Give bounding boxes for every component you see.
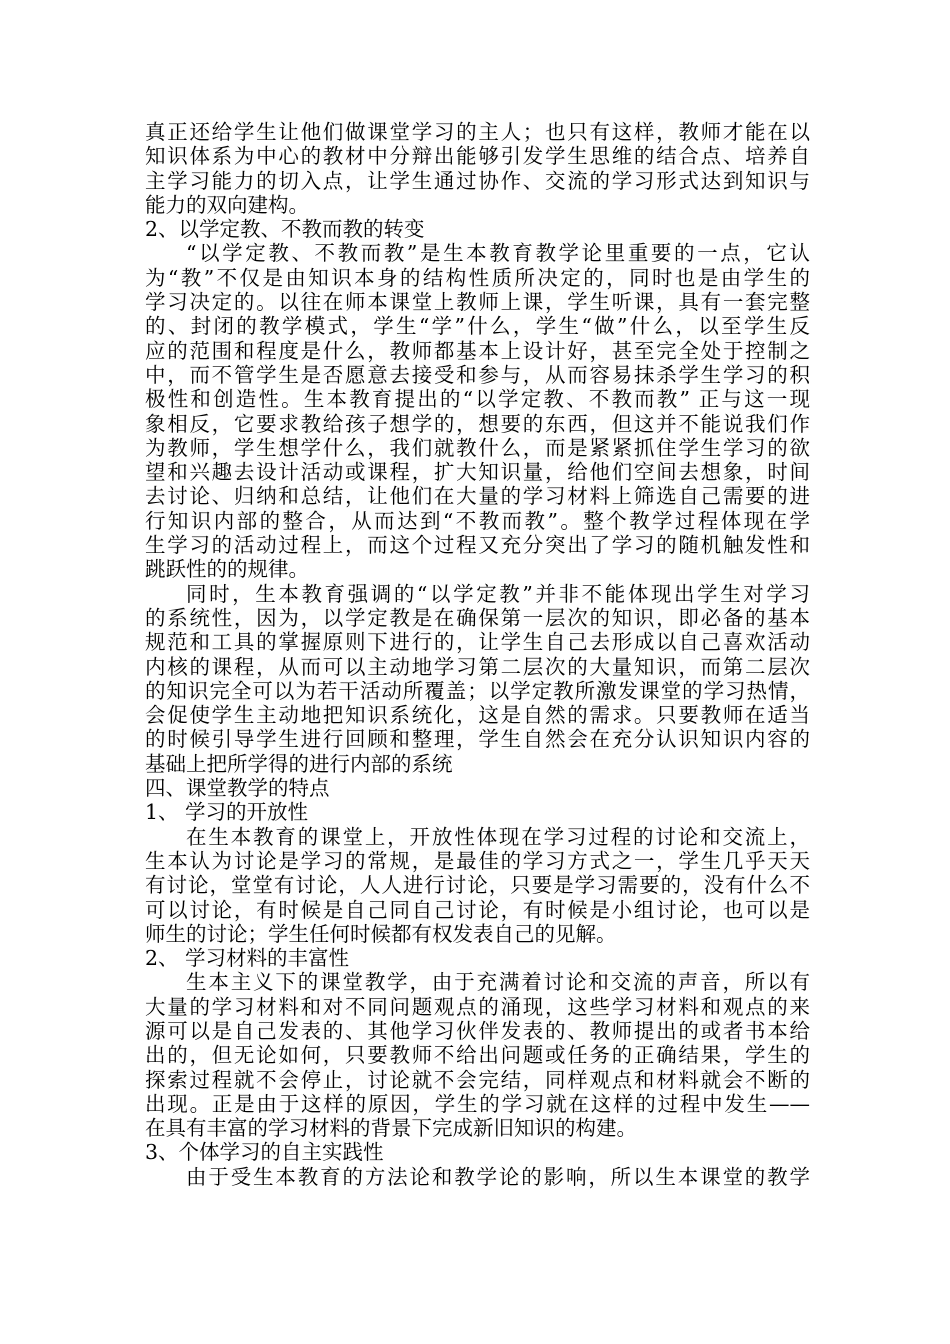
paragraph-last-line: 基础上把所学得的进行内部的系统	[145, 751, 453, 776]
section-heading: 3、个体学习的自主实践性	[145, 1140, 384, 1165]
paragraph-line: 行知识内部的整合，从而达到“不教而教”。整个教学过程体现在学	[145, 508, 810, 533]
paragraph-line: 出现。正是由于这样的原因，学生的学习就在这样的过程中发生——	[145, 1091, 810, 1116]
paragraph-last-line: 能力的双向建构。	[145, 192, 309, 217]
paragraph-first-line: “以学定教、不教而教”是生本教育教学论里重要的一点，它认	[186, 241, 810, 266]
paragraph-line: 主学习能力的切入点，让学生通过协作、交流的学习形式达到知识与	[145, 168, 810, 193]
paragraph-first-line: 同时，生本教育强调的“以学定教”并非不能体现出学生对学习	[186, 581, 810, 606]
paragraph-line: 内核的课程，从而可以主动地学习第二层次的大量知识，而第二层次	[145, 654, 810, 679]
paragraph-line: 大量的学习材料和对不同问题观点的涌现，这些学习材料和观点的来	[145, 994, 810, 1019]
paragraph-line: 极性和创造性。生本教育提出的“以学定教、不教而教” 正与这一现	[145, 387, 810, 412]
paragraph-line: 有讨论，堂堂有讨论，人人进行讨论，只要是学习需要的，没有什么不	[145, 873, 810, 898]
paragraph-line: 去讨论、归纳和总结，让他们在大量的学习材料上筛选自己需要的进	[145, 484, 810, 509]
paragraph-first-line: 在生本教育的课堂上，开放性体现在学习过程的讨论和交流上，	[186, 824, 810, 849]
section-heading: 2、以学定教、不教而教的转变	[145, 217, 425, 242]
paragraph-line: 为“教”不仅是由知识本身的结构性质所决定的，同时也是由学生的	[145, 265, 810, 290]
paragraph-first-line: 由于受生本教育的方法论和教学论的影响，所以生本课堂的教学	[186, 1164, 810, 1189]
paragraph-line: 知识体系为中心的教材中分辩出能够引发学生思维的结合点、培养自	[145, 144, 810, 169]
paragraph-line: 真正还给学生让他们做课堂学习的主人；也只有这样，教师才能在以	[145, 120, 810, 144]
section-heading: 2、 学习材料的丰富性	[145, 946, 350, 971]
paragraph-last-line: 跳跃性的的规律。	[145, 557, 309, 582]
paragraph-line: 的时候引导学生进行回顾和整理，学生自然会在充分认识知识内容的	[145, 727, 810, 752]
paragraph-line: 学习决定的。以往在师本课堂上教师上课，学生听课，具有一套完整	[145, 290, 810, 315]
paragraph-line: 的、封闭的教学模式，学生“学”什么，学生“做”什么，以至学生反	[145, 314, 810, 339]
paragraph-line: 会促使学生主动地把知识系统化，这是自然的需求。只要教师在适当	[145, 703, 810, 728]
section-heading: 1、 学习的开放性	[145, 800, 309, 825]
paragraph-line: 中，而不管学生是否愿意去接受和参与，从而容易抹杀学生学习的积	[145, 362, 810, 387]
document-body	[145, 120, 810, 1189]
paragraph-line: 应的范围和程度是什么，教师都基本上设计好，甚至完全处于控制之	[145, 338, 810, 363]
paragraph-line: 的知识完全可以为若干活动所覆盖；以学定教所激发课堂的学习热情，	[145, 678, 810, 703]
paragraph-line: 可以讨论，有时候是自己同自己讨论，有时候是小组讨论，也可以是	[145, 897, 810, 922]
paragraph-line: 出的，但无论如何，只要教师不给出问题或任务的正确结果，学生的	[145, 1043, 810, 1068]
paragraph-line: 生学习的活动过程上，而这个过程又充分突出了学习的随机触发性和	[145, 533, 810, 558]
paragraph-line: 生本认为讨论是学习的常规，是最佳的学习方式之一，学生几乎天天	[145, 848, 810, 873]
paragraph-line: 探索过程就不会停止，讨论就不会完结，同样观点和材料就会不断的	[145, 1067, 810, 1092]
paragraph-line: 象相反，它要求教给孩子想学的，想要的东西，但这并不能说我们作	[145, 411, 810, 436]
paragraph-last-line: 师生的讨论；学生任何时候都有权发表自己的见解。	[145, 921, 617, 946]
paragraph-line: 为教师，学生想学什么，我们就教什么，而是紧紧抓住学生学习的欲	[145, 435, 810, 460]
paragraph-last-line: 在具有丰富的学习材料的背景下完成新旧知识的构建。	[145, 1116, 637, 1141]
paragraph-line: 的系统性，因为，以学定教是在确保第一层次的知识，即必备的基本	[145, 605, 810, 630]
paragraph-line: 望和兴趣去设计活动或课程，扩大知识量，给他们空间去想象，时间	[145, 460, 810, 485]
paragraph-first-line: 生本主义下的课堂教学，由于充满着讨论和交流的声音，所以有	[186, 970, 810, 995]
paragraph-line: 源可以是自己发表的、其他学习伙伴发表的、教师提出的或者书本给	[145, 1018, 810, 1043]
paragraph-line: 规范和工具的掌握原则下进行的，让学生自己去形成以自己喜欢活动	[145, 630, 810, 655]
section-heading: 四、课堂教学的特点	[145, 776, 330, 801]
